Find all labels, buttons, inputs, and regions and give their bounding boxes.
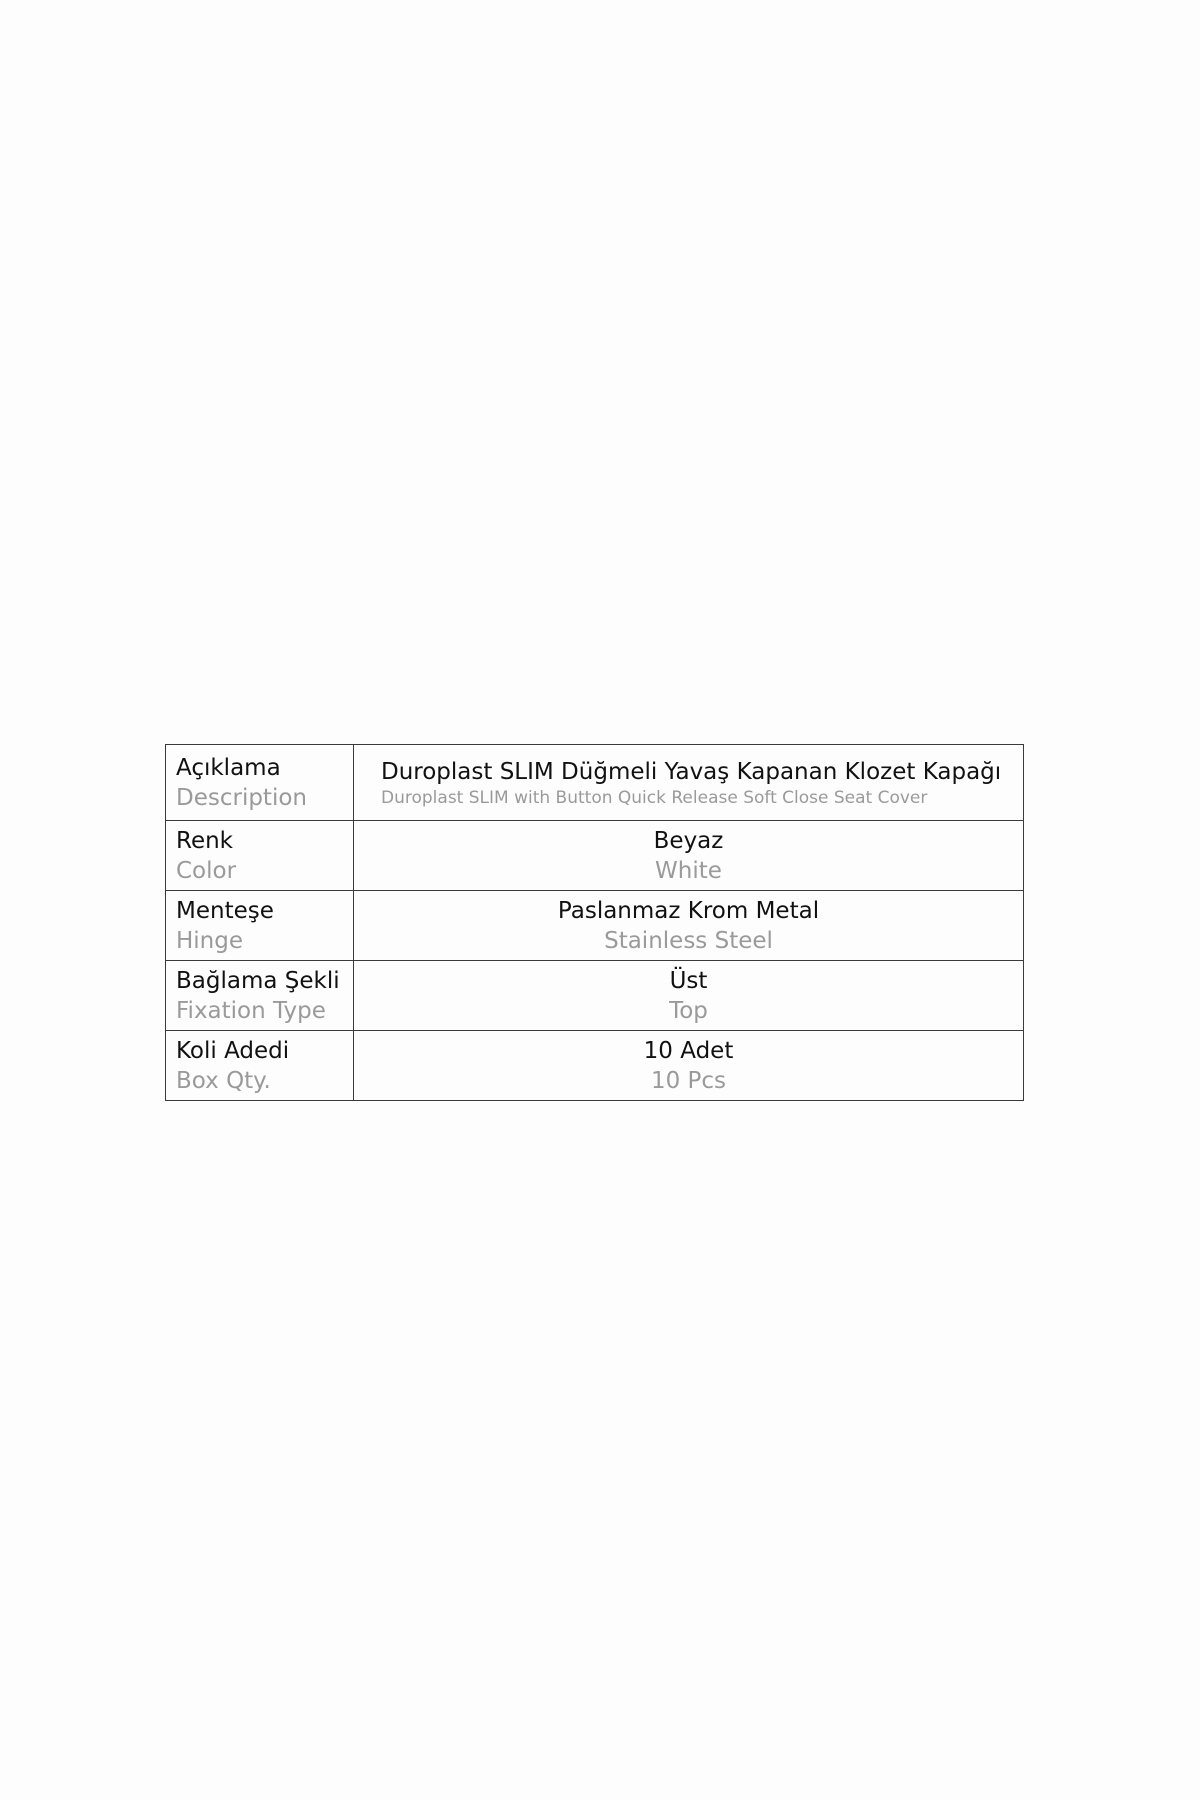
label-turkish: Açıklama: [176, 754, 281, 781]
value-english: Top: [669, 997, 708, 1024]
value-english: White: [655, 857, 722, 884]
table-row: [166, 821, 1024, 891]
value-turkish: Duroplast SLIM Düğmeli Yavaş Kapanan Klozet Kapağı: [381, 758, 1002, 785]
label-english: Fixation Type: [176, 997, 326, 1024]
label-turkish: Renk: [176, 827, 233, 854]
value-turkish: 10 Adet: [643, 1037, 734, 1064]
value-english: Duroplast SLIM with Button Quick Release Soft Close Seat Cover: [381, 787, 928, 808]
label-turkish: Bağlama Şekli: [176, 967, 340, 994]
table-row: [166, 891, 1024, 961]
value-cell: [354, 961, 1024, 1031]
value-cell: [354, 891, 1024, 961]
label-turkish: Menteşe: [176, 897, 274, 924]
value-english: Stainless Steel: [604, 927, 773, 954]
value-cell: [354, 745, 1024, 821]
table-row: [166, 1031, 1024, 1101]
table-row: [166, 745, 1024, 821]
label-cell: [166, 891, 354, 961]
value-english: 10 Pcs: [650, 1067, 727, 1094]
label-cell: [166, 745, 354, 821]
value-turkish: Üst: [669, 967, 708, 994]
label-english: Color: [176, 857, 237, 884]
label-english: Box Qty.: [176, 1067, 271, 1094]
label-english: Hinge: [176, 927, 244, 954]
label-cell: [166, 821, 354, 891]
table-row: [166, 961, 1024, 1031]
label-cell: [166, 961, 354, 1031]
value-turkish: Paslanmaz Krom Metal: [557, 897, 820, 924]
label-cell: [166, 1031, 354, 1101]
product-spec-table: [165, 744, 1024, 1101]
label-turkish: Koli Adedi: [176, 1037, 290, 1064]
value-turkish: Beyaz: [653, 827, 724, 854]
value-cell: [354, 1031, 1024, 1101]
label-english: Description: [176, 784, 307, 811]
value-cell: [354, 821, 1024, 891]
